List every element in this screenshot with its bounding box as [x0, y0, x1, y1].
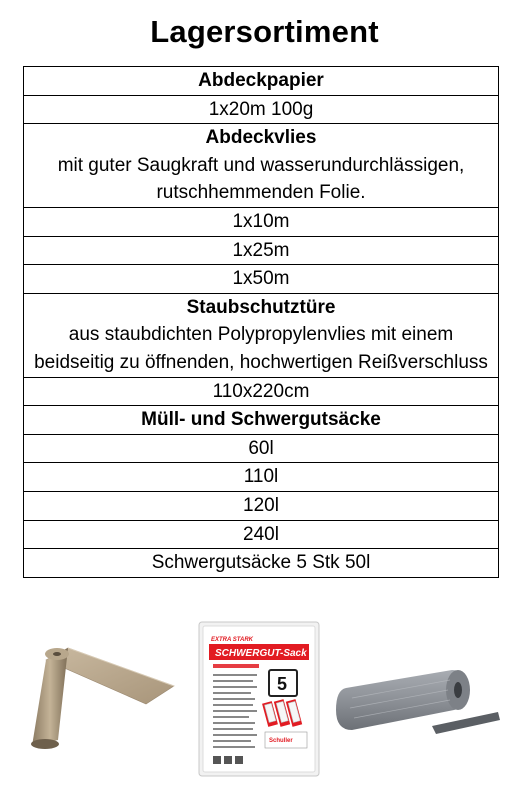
- table-row: [24, 293, 499, 377]
- sack-brand-label: SCHWERGUT-Sack: [215, 648, 307, 659]
- table-row: [24, 406, 499, 435]
- section-cell-abdeckvlies: [24, 124, 499, 208]
- table-row: [24, 520, 499, 549]
- table-row: [24, 67, 499, 96]
- item-cell: 110l: [24, 463, 499, 492]
- table-row: [24, 124, 499, 208]
- cover-fleece-roll-image: [332, 648, 502, 748]
- page-title: Lagersortiment: [150, 14, 379, 49]
- stock-table: [23, 66, 499, 578]
- item-cell: Schwergutsäcke 5 Stk 50l: [24, 549, 499, 578]
- table-row: [24, 463, 499, 492]
- item-cell: 60l: [24, 434, 499, 463]
- item-cell: 120l: [24, 491, 499, 520]
- item-cell: 1x25m: [24, 236, 499, 265]
- table-row: [24, 549, 499, 578]
- section-heading-muellsaecke: Müll- und Schwergutsäcke: [24, 406, 499, 435]
- item-cell: 110x220cm: [24, 377, 499, 406]
- table-row: [24, 95, 499, 124]
- table-row: [24, 236, 499, 265]
- table-row: [24, 265, 499, 294]
- item-cell: 240l: [24, 520, 499, 549]
- table-row: [24, 207, 499, 236]
- cover-paper-roll-image: [28, 628, 178, 750]
- section-description-staubschutztuere: aus staubdichten Polypropylenvlies mit einem beidseitig zu öffnenden, hochwertigen Reißverschluss: [34, 324, 488, 373]
- section-description-abdeckvlies: mit guter Saugkraft und wasserundurchlässigen, rutschhemmenden Folie.: [57, 154, 465, 204]
- section-heading-abdeckvlies: Abdeckvlies: [205, 127, 317, 149]
- item-cell: 1x20m 100g: [24, 95, 499, 124]
- section-heading-abdeckpapier: Abdeckpapier: [24, 67, 499, 96]
- section-heading-staubschutztuere: Staubschutztüre: [186, 296, 336, 318]
- product-photos: [0, 618, 529, 788]
- heavy-duty-sack-package-image: [197, 620, 322, 778]
- table-row: [24, 377, 499, 406]
- item-cell: 1x10m: [24, 207, 499, 236]
- table-row: [24, 491, 499, 520]
- item-cell: 1x50m: [24, 265, 499, 294]
- sack-badge: EXTRA STARK: [211, 637, 253, 643]
- section-cell-staubschutztuere: [24, 293, 499, 377]
- sack-count: 5: [277, 674, 288, 694]
- table-row: [24, 434, 499, 463]
- sack-maker: Schuller: [269, 738, 293, 744]
